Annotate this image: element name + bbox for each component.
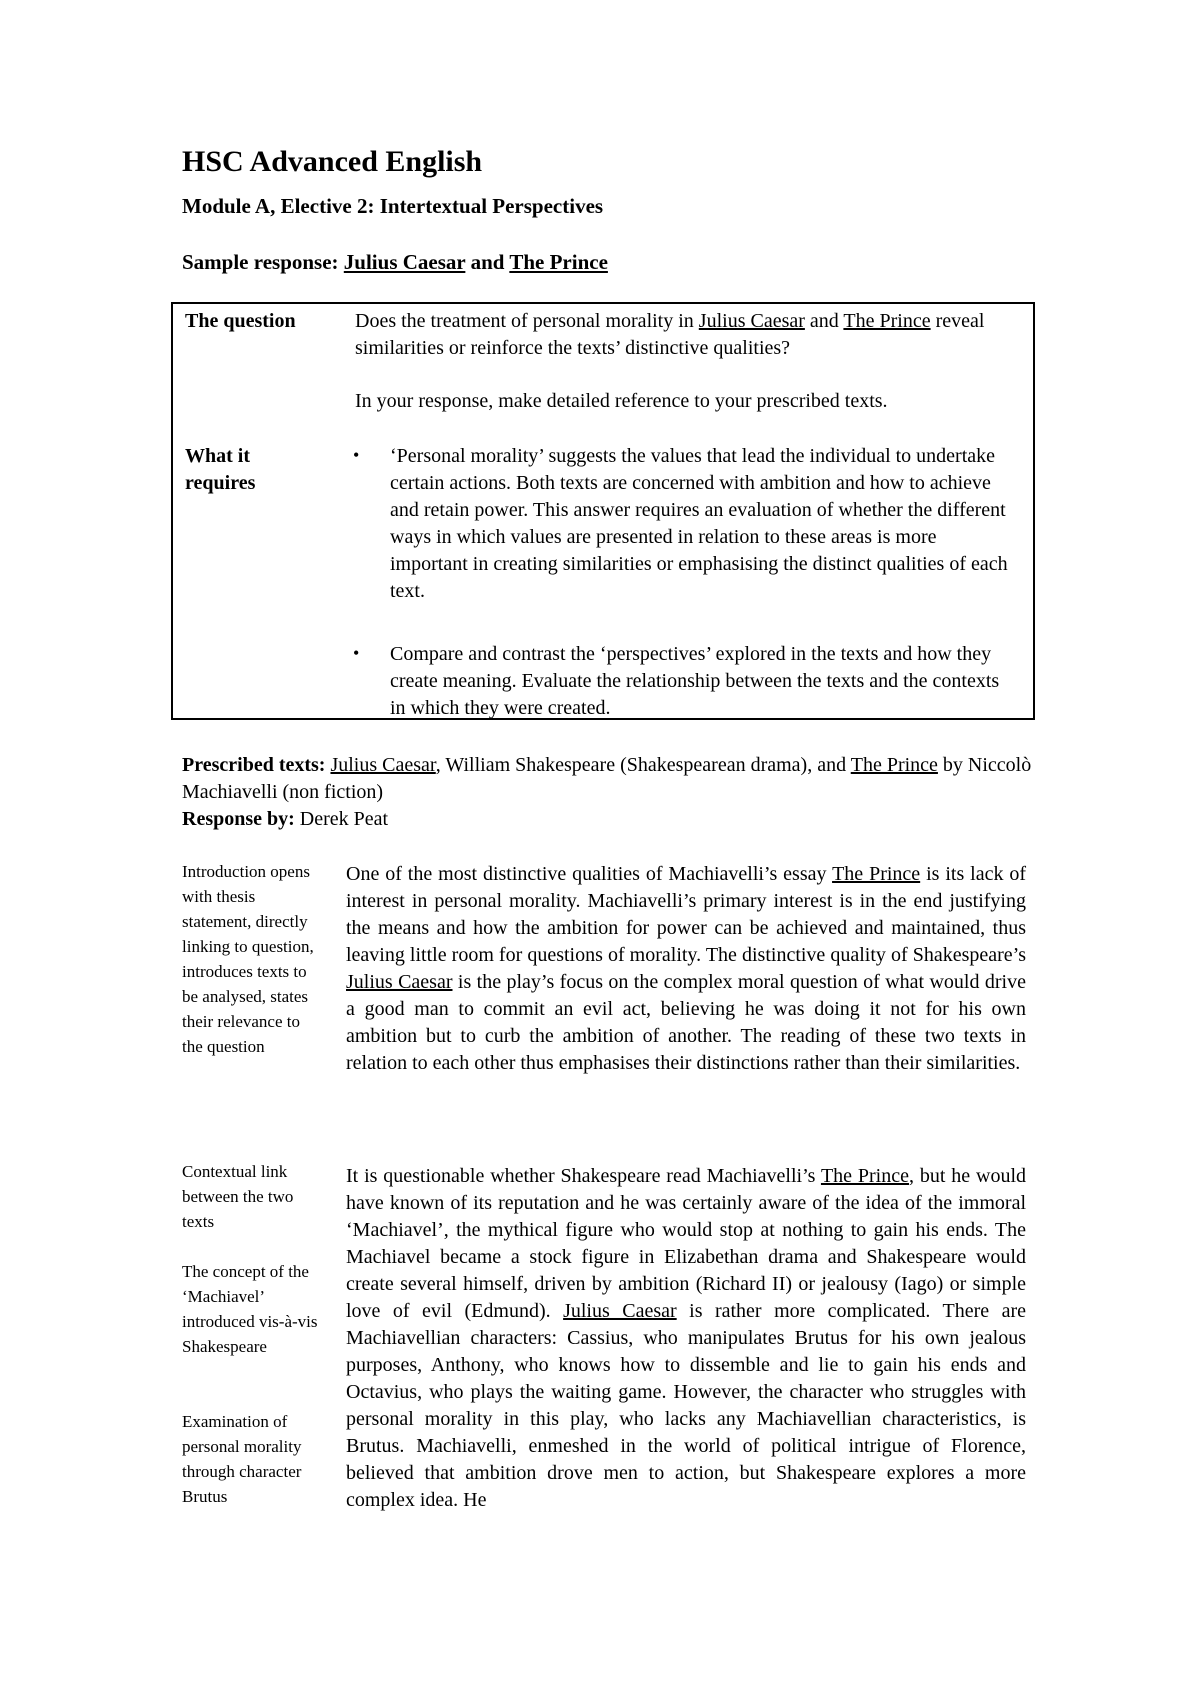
module-subtitle: Module A, Elective 2: Intertextual Perspectives [182,194,604,218]
para2-t2: Julius Caesar [563,1300,677,1322]
para1-t2: Julius Caesar [346,971,453,993]
para1-c: is the play’s focus on the complex moral question of what would drive a good man to commit an evil act, believing he was doing it not for his own ambition but to curb the ambition of another. The reading of these two texts in relation to each other thus emphasises their distinctions rather than their similarities. [346,971,1026,1074]
sample-text1: Julius Caesar [343,250,466,274]
para2-b: , but he would have known of its reputation and he was certainly aware of the idea of the immoral ‘Machiavel’, the mythical figure who would stop at nothing to gain his ends. The Machiavel became a stock figure in Elizabethan drama and Shakespeare would create several himself, driven by ambition (Richard II) or jealousy (Iago) or simple love of evil (Edmund). [346,1165,1026,1322]
prescribed-text1: Julius Caesar [330,754,436,776]
response-label: Response by: [182,808,295,830]
para2-t1: The Prince [820,1165,909,1187]
question-p1-b: and [804,310,844,332]
question-text1: Julius Caesar [698,310,805,332]
question-text [355,308,1005,362]
requirement-item: ‘Personal morality’ suggests the values that lead the individual to undertake certain actions. Both texts are concerned with ambition and how to achieve and retain power. This answer requires an evaluation of whether the different ways in which values are presented in relation to these areas is more important in creating similarities or emphasising the distinct qualities of each text. [390,445,1008,602]
body-paragraph [346,861,1026,1077]
question-text2: The Prince [843,310,931,332]
requirement-item: Compare and contrast the ‘perspectives’ explored in the texts and how they create meaning. Evaluate the relationship between the texts and the contexts in which they were created. [390,643,1000,719]
body-paragraph [346,1163,1026,1514]
requires-label: What it requires [185,445,256,494]
sample-prefix: Sample response: [182,250,344,274]
bullet-icon: • [353,643,360,663]
margin-note: Introduction opens with thesis statement, directly linking to question, introduces texts to be analysed, states their relevance to the question [182,862,314,1056]
prescribed-texts [182,752,1042,833]
sample-response-heading [182,250,608,275]
para1-a: One of the most distinctive qualities of Machiavelli’s essay [346,863,833,885]
response-author: Derek Peat [294,808,389,830]
sample-and: and [465,250,510,274]
question-p1-a: Does the treatment of personal morality in [355,310,699,332]
para2-c: is rather more complicated. There are Machiavellian characters: Cassius, who manipulates Brutus for his own jealous purposes, Anthony, who knows how to dissemble and lie to gain his ends and Octavius, who plays the waiting game. However, the character who struggles with personal morality in this play, who lacks any Machiavellian characteristics, is Brutus. Machiavelli, enmeshed in the world of political intrigue of Florence, believed that ambition drove men to action, but Shakespeare explores a more complex idea. He [346,1300,1027,1511]
question-label: The question [185,310,296,332]
prescribed-mid2: by Niccolò Machiavelli (non fiction) [182,754,1032,803]
margin-note: Examination of personal morality through character Brutus [182,1412,302,1506]
para1-t1: The Prince [832,863,921,885]
para2-a: It is questionable whether Shakespeare read Machiavelli’s [346,1165,821,1187]
margin-note: Contextual link between the two texts [182,1162,294,1231]
prescribed-text2: The Prince [850,754,938,776]
para1-b: is its lack of interest in personal morality. Machiavelli’s primary interest is in the end justifying the means and how the ambition for power can be achieved and maintained, thus leaving little room for questions of morality. The distinctive quality of Shakespeare’s [346,863,1027,966]
question-box [171,302,1035,720]
prescribed-label: Prescribed texts: [182,754,326,776]
page-title: HSC Advanced English [182,145,483,178]
question-instruction: In your response, make detailed reference to your prescribed texts. [355,390,888,412]
question-p1-c: reveal similarities or reinforce the texts’ distinctive qualities? [355,310,985,359]
margin-note: The concept of the ‘Machiavel’ introduced vis-à-vis Shakespeare [182,1262,318,1356]
sample-text2: The Prince [509,250,608,274]
prescribed-mid1: , William Shakespeare (Shakespearean drama), and [435,754,851,776]
bullet-icon: • [353,445,360,465]
